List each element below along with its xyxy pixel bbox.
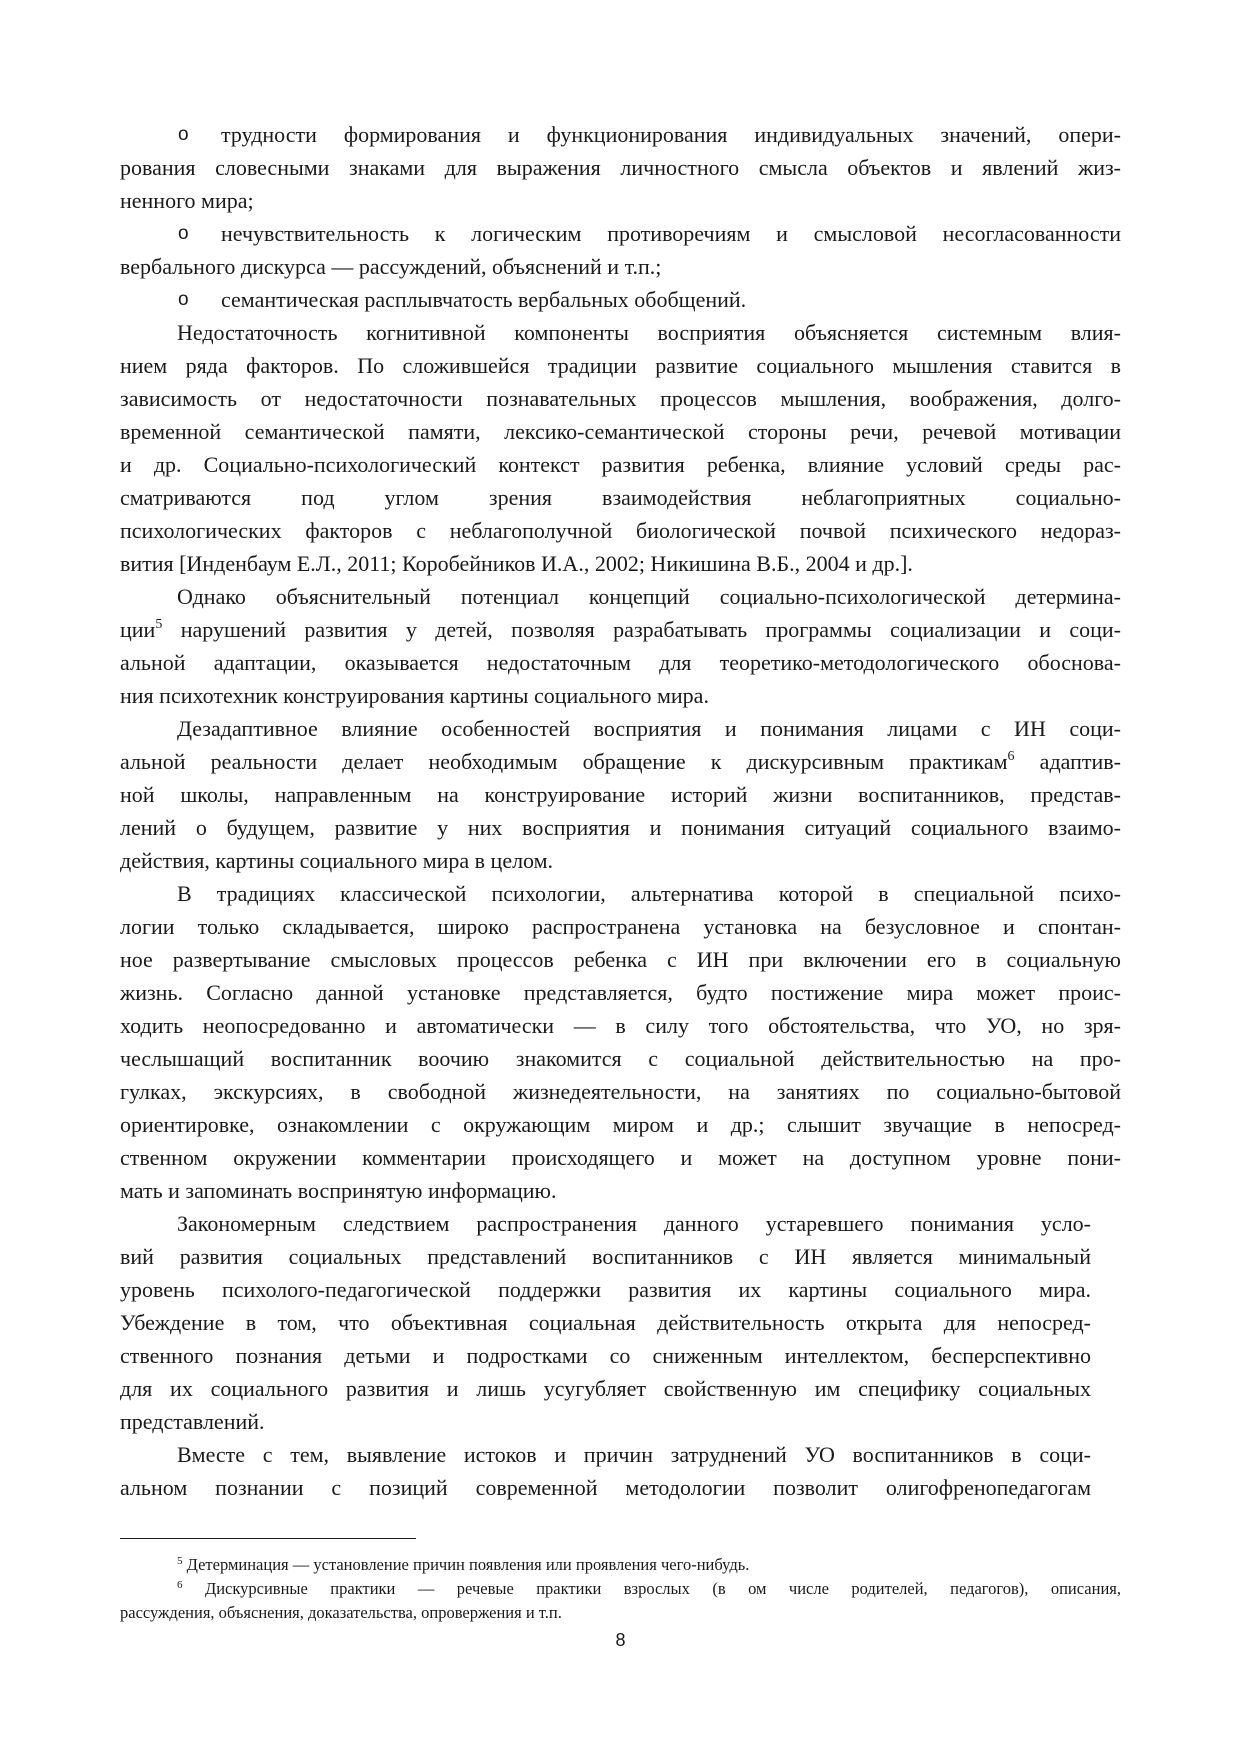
bullet-item <box>120 283 1121 316</box>
text-line: представлений. <box>120 1409 265 1434</box>
text-line: гулках, экскурсиях, в свободной жизнедеятельности, на занятиях по социально-бытовой <box>120 1079 1121 1104</box>
text-line: ной школы, направленным на конструирование историй жизни воспитанников, представ- <box>120 782 1121 807</box>
paragraph <box>120 877 1121 1207</box>
bullet-circle-icon: o <box>178 124 189 145</box>
text-line: лений о будущем, развитие у них восприятия и понимания ситуаций социального взаимо- <box>120 815 1121 840</box>
footnote-reference[interactable]: 6 <box>177 1579 183 1591</box>
paragraph <box>120 580 1121 712</box>
text-line: психологических факторов с неблагополучной биологической почвой психического недораз- <box>120 518 1121 543</box>
text-line: o трудности формирования и функционирования индивидуальных значений, опери- <box>120 118 1121 151</box>
text-line: Недостаточность когнитивной компоненты восприятия объясняется системным влия- <box>177 320 1121 345</box>
text-line: вития [Инденбаум Е.Л., 2011; Коробейников И.А., 2002; Никишина В.Б., 2004 и др.]. <box>120 551 913 576</box>
text-line: Убеждение в том, что объективная социальная действительность открыта для непосред- <box>120 1310 1091 1335</box>
text-line: $^5$ Детерминация — установление причин появления или проявления чего-нибудь. <box>177 1555 750 1574</box>
text-line: ственного познания детьми и подростками со сниженным интеллектом, бесперспективно <box>120 1343 1091 1368</box>
text-line: для их социального развития и лишь усугубляет свойственную им специфику социальных <box>120 1376 1091 1401</box>
bullet-circle-icon: o <box>178 223 189 244</box>
text-line: и др. Социально-психологический контекст развития ребенка, влияние условий среды рас- <box>120 452 1121 477</box>
paragraph <box>120 1207 1121 1438</box>
text-line: o нечувствительность к логическим противоречиям и смысловой несогласованности <box>120 217 1121 250</box>
text-line: $^6$ Дискурсивные практики — речевые практики взрослых (в ом числе родителей, педагогов), описания, <box>177 1579 1121 1598</box>
text-line: сматриваются под углом зрения взаимодействия неблагоприятных социально- <box>120 485 1121 510</box>
body-text <box>120 118 1121 1504</box>
footnote-separator <box>120 1538 416 1539</box>
text-line: временной семантической памяти, лексико-семантической стороны речи, речевой мотивации <box>120 419 1121 444</box>
bullet-item <box>120 217 1121 283</box>
text-line: уровень психолого-педагогической поддержки развития их картины социального мира. <box>120 1277 1091 1302</box>
page-number: 8 <box>615 1630 626 1650</box>
footnote <box>120 1553 1121 1577</box>
text-line: ходить неопосредованно и автоматически — в силу того обстоятельства, что УО, но зря- <box>120 1013 1121 1038</box>
footnote <box>120 1577 1121 1625</box>
text-line: ния психотехник конструирования картины социального мира. <box>120 683 709 708</box>
text-line: o семантическая расплывчатость вербальных обобщений. <box>120 283 1121 316</box>
text-line: вербального дискурса — рассуждений, объяснений и т.п.; <box>120 254 662 279</box>
paragraph <box>120 316 1121 580</box>
bullet-circle-icon: o <box>178 289 189 310</box>
text-line: ное развертывание смысловых процессов ребенка с ИН при включении его в социальную <box>120 947 1121 972</box>
text-line: мать и запоминать воспринятую информацию. <box>120 1178 557 1203</box>
text-line: альной адаптации, оказывается недостаточным для теоретико-методологического обоснова- <box>120 650 1121 675</box>
text-line: логии только складывается, широко распространена установка на безусловное и спонтан- <box>120 914 1121 939</box>
text-line: В традициях классической психологии, альтернатива которой в специальной психо- <box>177 881 1121 906</box>
text-line: рассуждения, объяснения, доказательства, опровержения и т.п. <box>120 1603 562 1622</box>
footnotes <box>120 1553 1121 1625</box>
text-line: Закономерным следствием распространения данного устаревшего понимания усло- <box>177 1211 1091 1236</box>
footnote-reference[interactable]: 5 <box>177 1555 183 1567</box>
text-line: Однако объяснительный потенциал концепций социально-психологической детермина- <box>177 584 1121 609</box>
bullet-item <box>120 118 1121 217</box>
text-line: вий развития социальных представлений воспитанников с ИН является минимальный <box>120 1244 1091 1269</box>
text-line: ориентировке, ознакомлении с окружающим миром и др.; слышит звучащие в непосред- <box>120 1112 1121 1137</box>
text-line: нием ряда факторов. По сложившейся традиции развитие социального мышления ставится в <box>120 353 1121 378</box>
text-line: альной реальности делает необходимым обращение к дискурсивным практикам$^6$ адаптив- <box>120 749 1121 774</box>
footnote-reference[interactable]: 6 <box>1007 749 1015 764</box>
text-line: альном познании с позиций современной методологии позволит олигофренопедагогам <box>120 1475 1091 1500</box>
text-line: зависимость от недостаточности познавательных процессов мышления, воображения, долго- <box>120 386 1121 411</box>
text-line: ненного мира; <box>120 188 254 213</box>
footnote-reference[interactable]: 5 <box>155 617 163 632</box>
text-line: Дезадаптивное влияние особенностей восприятия и понимания лицами с ИН соци- <box>177 716 1121 741</box>
text-line: ции$^5$ нарушений развития у детей, позволяя разрабатывать программы социализации и соци- <box>120 617 1121 642</box>
paragraph <box>120 1438 1121 1504</box>
text-line: чеслышащий воспитанник воочию знакомится с социальной действительностью на про- <box>120 1046 1121 1071</box>
text-line: рования словесными знаками для выражения личностного смысла объектов и явлений жиз- <box>120 155 1121 180</box>
text-line: Вместе с тем, выявление истоков и причин затруднений УО воспитанников в соци- <box>177 1442 1091 1467</box>
text-line: ственном окружении комментарии происходящего и может на доступном уровне пони- <box>120 1145 1121 1170</box>
paragraph <box>120 712 1121 877</box>
text-line: действия, картины социального мира в целом. <box>120 848 554 873</box>
text-line: жизнь. Согласно данной установке представляется, будто постижение мира может проис- <box>120 980 1121 1005</box>
